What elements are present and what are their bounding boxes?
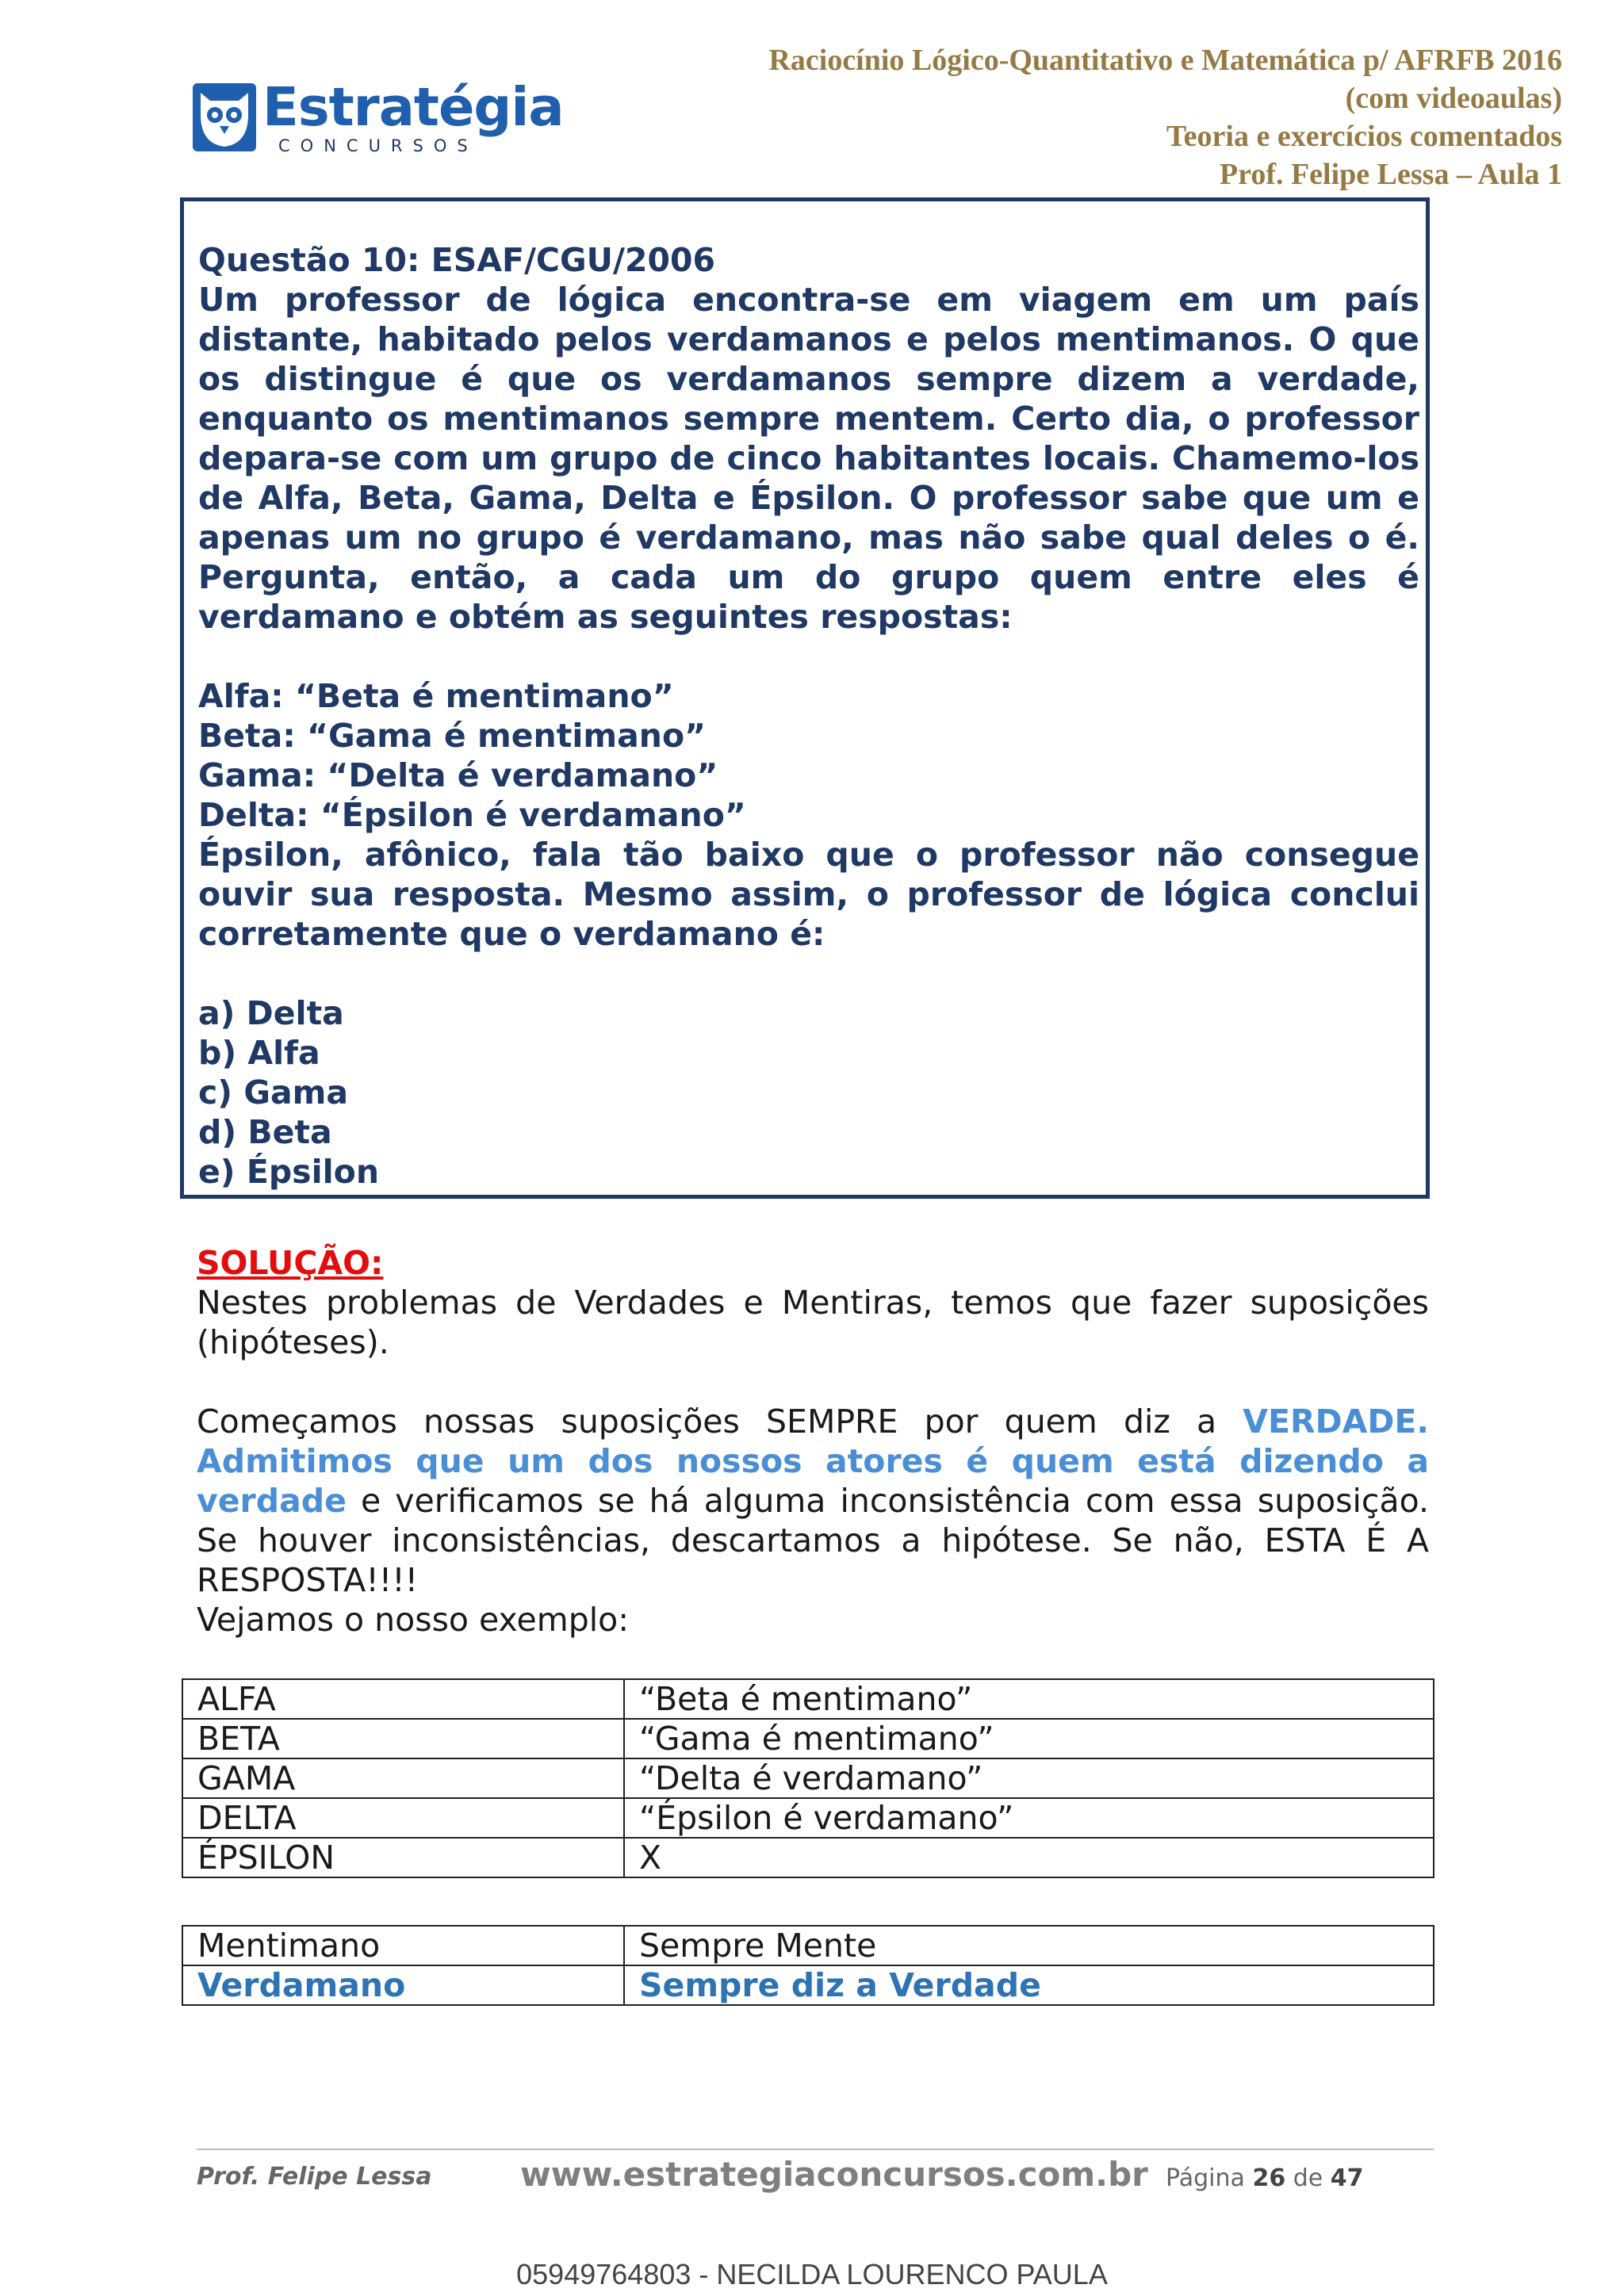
option-a: a) Delta xyxy=(198,994,344,1032)
table-row xyxy=(182,1719,1434,1758)
answer-alfa: Alfa: “Beta é mentimano” xyxy=(198,677,674,715)
solution-section xyxy=(197,1243,1429,1640)
page-of: de xyxy=(1293,2164,1323,2192)
header-professor: Prof. Felipe Lessa – Aula 1 xyxy=(1219,158,1562,191)
p2-start: Começamos nossas suposições SEMPRE por quem diz a xyxy=(197,1402,1243,1441)
table-cell: “Delta é verdamano” xyxy=(624,1758,1434,1798)
logo-brand: Estratégia xyxy=(262,76,564,138)
estrategia-logo xyxy=(193,76,565,160)
option-c: c) Gama xyxy=(198,1073,349,1112)
table-row xyxy=(182,1758,1434,1798)
page-current: 26 xyxy=(1252,2164,1286,2192)
table-cell: “Gama é mentimano” xyxy=(624,1719,1434,1758)
header-theory: Teoria e exercícios comentados xyxy=(1166,120,1562,153)
logo-subtitle: CONCURSOS xyxy=(278,136,478,155)
solution-paragraph-1: Nestes problemas de Verdades e Mentiras, temos que fazer suposições (hipóteses). xyxy=(197,1284,1429,1361)
table-cell: “Beta é mentimano” xyxy=(624,1679,1434,1719)
answer-beta: Beta: “Gama é mentimano” xyxy=(198,717,707,755)
owl-logo-icon xyxy=(193,83,256,151)
question-content xyxy=(198,240,1419,1192)
question-statement: Um professor de lógica encontra-se em viagem em um país distante, habitado pelos verdamanos e pelos mentimanos. O que os distingue é que os verdamanos sempre dizem a verdade, enquanto os mentimanos sempre mentem. Certo dia, o professor depara-se com um grupo de cinco habitantes locais. Chamemo-los de Alfa, Beta, Gama, Delta e Épsilon. O professor sabe que um e apenas um no grupo é verdamano, mas não sabe qual deles o é. Pergunta, então, a cada um do grupo quem entre eles é verdamano e obtém as seguintes respostas: xyxy=(198,281,1419,636)
option-e: e) Épsilon xyxy=(198,1153,380,1191)
answer-delta: Delta: “Épsilon é verdamano” xyxy=(198,796,746,834)
header-videoaulas: (com videoaulas) xyxy=(1345,82,1562,115)
epsilon-paragraph: Épsilon, afônico, fala tão baixo que o professor não consegue ouvir sua resposta. Mesmo assim, o professor de lógica conclui corretamente que o verdamano é: xyxy=(198,836,1419,953)
table-cell: Sempre Mente xyxy=(624,1926,1434,1965)
footer-author: Prof. Felipe Lessa xyxy=(197,2163,432,2191)
table-row xyxy=(182,1798,1434,1838)
question-title: Questão 10: ESAF/CGU/2006 xyxy=(198,241,716,279)
page-header xyxy=(768,41,1562,193)
solution-paragraph-2 xyxy=(197,1402,1429,1600)
page-total: 47 xyxy=(1330,2164,1364,2192)
statements-table xyxy=(182,1678,1434,1878)
footer-url-link[interactable]: www.estrategiaconcursos.com.br xyxy=(520,2155,1148,2194)
answer-gama: Gama: “Delta é verdamano” xyxy=(198,756,718,794)
table-row xyxy=(182,1926,1434,1965)
table-cell: Verdamano xyxy=(182,1965,624,2005)
table-cell: DELTA xyxy=(182,1798,624,1838)
table-cell: X xyxy=(624,1838,1434,1877)
header-course: Raciocínio Lógico-Quantitativo e Matemática p/ AFRFB 2016 xyxy=(768,44,1562,77)
table-row xyxy=(182,1965,1434,2005)
solution-paragraph-3: Vejamos o nosso exemplo: xyxy=(197,1601,630,1639)
table-cell: “Épsilon é verdamano” xyxy=(624,1798,1434,1838)
page-label: Página xyxy=(1166,2164,1245,2192)
table-cell: Mentimano xyxy=(182,1926,624,1965)
table-cell: BETA xyxy=(182,1719,624,1758)
table-cell: ÉPSILON xyxy=(182,1838,624,1877)
solution-title: SOLUÇÃO: xyxy=(197,1244,384,1282)
footer-page-number xyxy=(1166,2164,1364,2192)
p2-end: e verificamos se há alguma inconsistência com essa suposição. Se houver inconsistências, descartamos a hipótese. Se não, ESTA É A RESPOSTA!!!! xyxy=(197,1482,1429,1599)
table-row xyxy=(182,1679,1434,1719)
option-b: b) Alfa xyxy=(198,1034,320,1072)
definitions-table xyxy=(182,1925,1434,2006)
watermark: 05949764803 - NECILDA LOURENCO PAULA xyxy=(516,2258,1108,2290)
table-cell: Sempre diz a Verdade xyxy=(624,1965,1434,2005)
table-cell: ALFA xyxy=(182,1679,624,1719)
option-d: d) Beta xyxy=(198,1113,332,1151)
table-row xyxy=(182,1838,1434,1877)
table-cell: GAMA xyxy=(182,1758,624,1798)
footer-divider xyxy=(197,2149,1434,2150)
p2-highlight: VERDADE. Admitimos que um dos nossos atores é quem está dizendo a verdade xyxy=(197,1402,1429,1520)
